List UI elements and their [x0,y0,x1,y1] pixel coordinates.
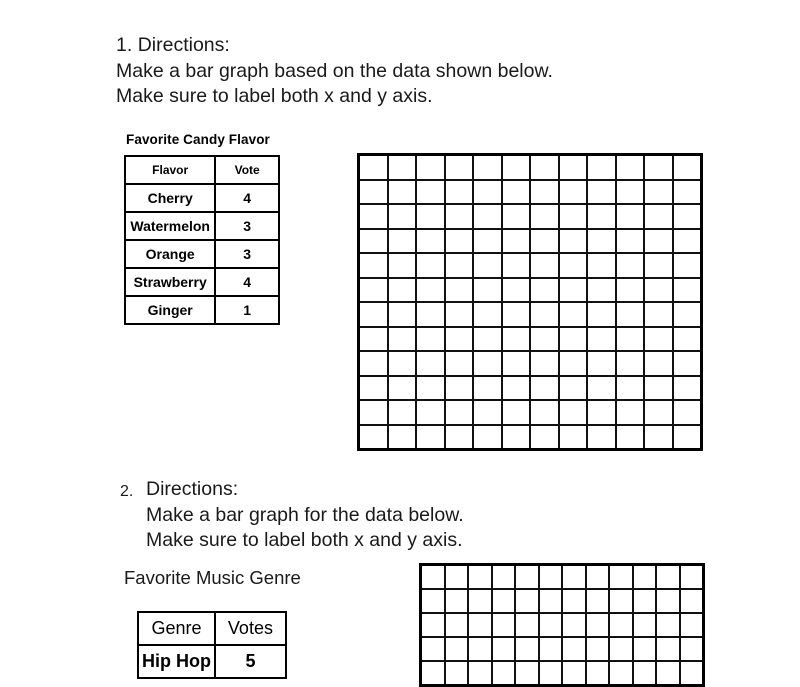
cell-vote: 3 [215,212,279,240]
grid-cell[interactable] [587,351,616,376]
grid-cell[interactable] [562,661,586,686]
grid-row [421,589,704,613]
grid-cell[interactable] [421,613,445,637]
grid-cell[interactable] [587,229,616,254]
grid-cell[interactable] [609,589,633,613]
grid-cell[interactable] [530,376,559,401]
grid-cell[interactable] [530,253,559,278]
grid-cell[interactable] [468,661,492,686]
grid-cell[interactable] [502,229,531,254]
grid-cell[interactable] [530,302,559,327]
grid-cell[interactable] [616,425,645,450]
grid-cell[interactable] [502,302,531,327]
grid-cell[interactable] [445,180,474,205]
grid-cell[interactable] [539,637,563,661]
grid-cell[interactable] [502,327,531,352]
grid-cell[interactable] [359,351,388,376]
grid-cell[interactable] [633,589,657,613]
grid-cell[interactable] [359,425,388,450]
grid-row [421,661,704,686]
grid-cell[interactable] [502,376,531,401]
grid-cell[interactable] [616,327,645,352]
grid-cell[interactable] [468,613,492,637]
grid-cell[interactable] [502,155,531,180]
grid-cell[interactable] [586,613,610,637]
grid-cell[interactable] [416,425,445,450]
grid-cell[interactable] [445,376,474,401]
grid-cell[interactable] [673,351,702,376]
grid-row [421,637,704,661]
table-header-row [138,612,286,645]
grid-cell[interactable] [515,661,539,686]
grid-cell[interactable] [492,589,516,613]
grid-cell[interactable] [515,589,539,613]
grid-cell[interactable] [587,278,616,303]
grid-cell[interactable] [559,400,588,425]
grid-cell[interactable] [359,376,388,401]
candy-table-title: Favorite Candy Flavor [126,132,270,147]
grid-cell[interactable] [644,351,673,376]
grid-cell[interactable] [473,302,502,327]
grid-cell[interactable] [559,229,588,254]
grid-cell[interactable] [680,613,704,637]
cell-flavor: Watermelon [125,212,215,240]
column-header-flavor: Flavor [125,156,215,184]
grid-cell[interactable] [559,376,588,401]
grid-cell[interactable] [656,565,680,590]
grid-cell[interactable] [473,278,502,303]
column-header-vote: Vote [215,156,279,184]
grid-cell[interactable] [644,155,673,180]
grid-row [359,180,702,205]
grid-cell[interactable] [445,661,469,686]
grid-cell[interactable] [673,400,702,425]
grid-cell[interactable] [502,204,531,229]
grid-cell[interactable] [416,204,445,229]
grid-cell[interactable] [587,253,616,278]
grid-cell[interactable] [445,613,469,637]
blank-graph-grid-1[interactable] [357,153,703,451]
grid-cell[interactable] [644,278,673,303]
grid-row [359,351,702,376]
cell-flavor: Strawberry [125,268,215,296]
grid-cell[interactable] [587,400,616,425]
problem-2-heading-text: Directions: [146,478,239,500]
cell-genre: Hip Hop [138,645,215,678]
grid-cell[interactable] [644,204,673,229]
grid-cell[interactable] [445,278,474,303]
grid-cell[interactable] [586,589,610,613]
grid-cell[interactable] [421,589,445,613]
grid-cell[interactable] [673,229,702,254]
grid-cell[interactable] [530,425,559,450]
grid-cell[interactable] [502,400,531,425]
cell-vote: 3 [215,240,279,268]
problem-2-directions [146,477,666,554]
grid-cell[interactable] [473,327,502,352]
grid-cell[interactable] [445,351,474,376]
candy-data-table [124,155,280,325]
grid-cell[interactable] [515,565,539,590]
problem-1-line-1: Make a bar graph based on the data shown below. [116,59,553,82]
grid-cell[interactable] [388,425,417,450]
grid-cell[interactable] [633,613,657,637]
grid-cell[interactable] [359,278,388,303]
grid-cell[interactable] [680,589,704,613]
cell-flavor: Cherry [125,184,215,212]
problem-2-number: 2. [120,483,134,500]
grid-cell[interactable] [359,302,388,327]
grid-cell[interactable] [609,613,633,637]
table-row [125,240,279,268]
grid-cell[interactable] [515,637,539,661]
grid-cell[interactable] [502,180,531,205]
grid-cell[interactable] [562,565,586,590]
grid-cell[interactable] [586,637,610,661]
grid-cell[interactable] [673,204,702,229]
problem-1-heading [116,33,676,59]
grid-cell[interactable] [587,376,616,401]
grid-cell[interactable] [502,278,531,303]
grid-cell[interactable] [530,204,559,229]
grid-cell[interactable] [530,400,559,425]
grid-cell[interactable] [416,351,445,376]
grid-cell[interactable] [502,253,531,278]
grid-cell[interactable] [616,253,645,278]
grid-cell[interactable] [445,155,474,180]
grid-cell[interactable] [559,204,588,229]
grid-cell[interactable] [644,376,673,401]
grid-cell[interactable] [416,155,445,180]
grid-cell[interactable] [587,180,616,205]
grid-cell[interactable] [616,155,645,180]
grid-cell[interactable] [609,565,633,590]
grid-cell[interactable] [416,278,445,303]
grid-cell[interactable] [530,327,559,352]
grid-cell[interactable] [633,661,657,686]
problem-2-line-2: Make sure to label both x and y axis. [146,529,463,551]
grid-cell[interactable] [656,661,680,686]
grid-cell[interactable] [515,613,539,637]
grid-cell[interactable] [416,253,445,278]
grid-row [359,155,702,180]
table-row [125,184,279,212]
grid-cell[interactable] [359,327,388,352]
grid-cell[interactable] [421,565,445,590]
grid-row [359,204,702,229]
grid-cell[interactable] [416,302,445,327]
grid-cell[interactable] [609,661,633,686]
grid-cell[interactable] [416,180,445,205]
grid-cell[interactable] [673,253,702,278]
grid-cell[interactable] [633,637,657,661]
music-table-title: Favorite Music Genre [124,567,301,588]
table-row [138,645,286,678]
grid-cell[interactable] [616,204,645,229]
grid-cell[interactable] [421,661,445,686]
grid-cell[interactable] [502,425,531,450]
grid-cell[interactable] [468,589,492,613]
grid-cell[interactable] [562,637,586,661]
grid-cell[interactable] [586,661,610,686]
grid-cell[interactable] [633,565,657,590]
grid-cell[interactable] [473,400,502,425]
grid-cell[interactable] [388,155,417,180]
grid-cell[interactable] [616,376,645,401]
grid-cell[interactable] [644,302,673,327]
grid-row [359,400,702,425]
grid-cell[interactable] [673,278,702,303]
grid-cell[interactable] [673,425,702,450]
grid-cell[interactable] [673,376,702,401]
grid-cell[interactable] [492,661,516,686]
candy-table-container [124,155,280,325]
grid-cell[interactable] [388,229,417,254]
grid-row [359,278,702,303]
grid-cell[interactable] [473,253,502,278]
grid-cell[interactable] [468,637,492,661]
grid-cell[interactable] [473,229,502,254]
grid-cell[interactable] [673,180,702,205]
grid-cell[interactable] [388,400,417,425]
grid-cell[interactable] [388,302,417,327]
grid-cell[interactable] [388,204,417,229]
grid-cell[interactable] [680,565,704,590]
grid-cell[interactable] [416,400,445,425]
cell-vote: 4 [215,184,279,212]
grid-cell[interactable] [673,302,702,327]
grid-cell[interactable] [473,155,502,180]
grid-cell[interactable] [644,253,673,278]
column-header-genre: Genre [138,612,215,645]
grid-cell[interactable] [609,637,633,661]
problem-2-line-1: Make a bar graph for the data below. [146,503,464,526]
grid-cell[interactable] [673,155,702,180]
grid-cell[interactable] [530,351,559,376]
grid-row [359,302,702,327]
grid-cell[interactable] [445,327,474,352]
problem-1-directions [116,33,676,110]
problem-1-line-2: Make sure to label both x and y axis. [116,85,433,107]
grid-cell[interactable] [539,661,563,686]
grid-cell[interactable] [587,302,616,327]
grid-cell[interactable] [473,351,502,376]
grid-cell[interactable] [359,229,388,254]
grid-cell[interactable] [473,204,502,229]
grid-cell[interactable] [421,637,445,661]
grid-cell[interactable] [492,565,516,590]
table-header-row [125,156,279,184]
cell-flavor: Orange [125,240,215,268]
grid-cell[interactable] [502,351,531,376]
column-header-votes: Votes [215,612,286,645]
problem-1-heading-text: Directions: [137,34,230,56]
grid-cell[interactable] [445,425,474,450]
cell-flavor: Ginger [125,296,215,324]
grid-cell[interactable] [445,253,474,278]
grid-cell[interactable] [388,351,417,376]
grid-cell[interactable] [644,229,673,254]
grid-cell[interactable] [445,204,474,229]
grid-cell[interactable] [539,613,563,637]
grid-cell[interactable] [388,376,417,401]
grid-cell[interactable] [587,425,616,450]
grid-cell[interactable] [562,613,586,637]
grid-cell[interactable] [445,302,474,327]
grid-cell[interactable] [559,302,588,327]
grid-row [359,376,702,401]
grid-cell[interactable] [388,278,417,303]
grid-cell[interactable] [445,565,469,590]
grid-cell[interactable] [530,180,559,205]
grid-cell[interactable] [388,180,417,205]
grid-cell[interactable] [680,661,704,686]
grid-cell[interactable] [359,180,388,205]
grid-cell[interactable] [530,229,559,254]
grid-cell[interactable] [492,637,516,661]
cell-votes: 5 [215,645,286,678]
grid-cell[interactable] [559,155,588,180]
grid-row [359,253,702,278]
grid-cell[interactable] [359,204,388,229]
grid-row [359,229,702,254]
grid-cell[interactable] [530,155,559,180]
grid-cell[interactable] [473,376,502,401]
grid-cell[interactable] [673,327,702,352]
grid-cell[interactable] [530,278,559,303]
table-row [125,296,279,324]
problem-1-number: 1. [116,34,133,56]
blank-graph-grid-2[interactable] [419,563,705,687]
grid-cell[interactable] [559,278,588,303]
grid-row [421,565,704,590]
grid-cell[interactable] [616,351,645,376]
grid-cell[interactable] [656,589,680,613]
table-row [125,212,279,240]
grid-cell[interactable] [539,589,563,613]
grid-cell[interactable] [656,637,680,661]
grid-cell[interactable] [644,327,673,352]
grid-cell[interactable] [473,180,502,205]
cell-vote: 1 [215,296,279,324]
grid-cell[interactable] [445,229,474,254]
grid-cell[interactable] [559,253,588,278]
grid-row [421,613,704,637]
grid-cell[interactable] [616,278,645,303]
grid-cell[interactable] [680,637,704,661]
grid-cell[interactable] [586,565,610,590]
grid-cell[interactable] [468,565,492,590]
grid-cell[interactable] [445,589,469,613]
music-table-container [137,611,287,679]
grid-cell[interactable] [559,351,588,376]
grid-cell[interactable] [559,425,588,450]
music-data-table [137,611,287,679]
cell-vote: 4 [215,268,279,296]
grid-cell[interactable] [616,302,645,327]
grid-cell[interactable] [416,229,445,254]
grid-cell[interactable] [644,180,673,205]
grid-cell[interactable] [644,425,673,450]
grid-row [359,327,702,352]
grid-cell[interactable] [445,400,474,425]
grid-cell[interactable] [445,637,469,661]
grid-cell[interactable] [416,327,445,352]
grid-cell[interactable] [492,613,516,637]
grid-cell[interactable] [616,180,645,205]
table-row [125,268,279,296]
grid-cell[interactable] [562,589,586,613]
grid-cell[interactable] [539,565,563,590]
grid-cell[interactable] [644,400,673,425]
grid-cell[interactable] [587,327,616,352]
grid-cell[interactable] [559,180,588,205]
grid-cell[interactable] [359,400,388,425]
grid-cell[interactable] [388,327,417,352]
grid-cell[interactable] [559,327,588,352]
grid-cell[interactable] [473,425,502,450]
grid-cell[interactable] [359,155,388,180]
grid-cell[interactable] [616,400,645,425]
grid-cell[interactable] [616,229,645,254]
grid-cell[interactable] [359,253,388,278]
grid-cell[interactable] [388,253,417,278]
grid-cell[interactable] [587,155,616,180]
grid-row [359,425,702,450]
grid-cell[interactable] [416,376,445,401]
grid-cell[interactable] [587,204,616,229]
grid-cell[interactable] [656,613,680,637]
